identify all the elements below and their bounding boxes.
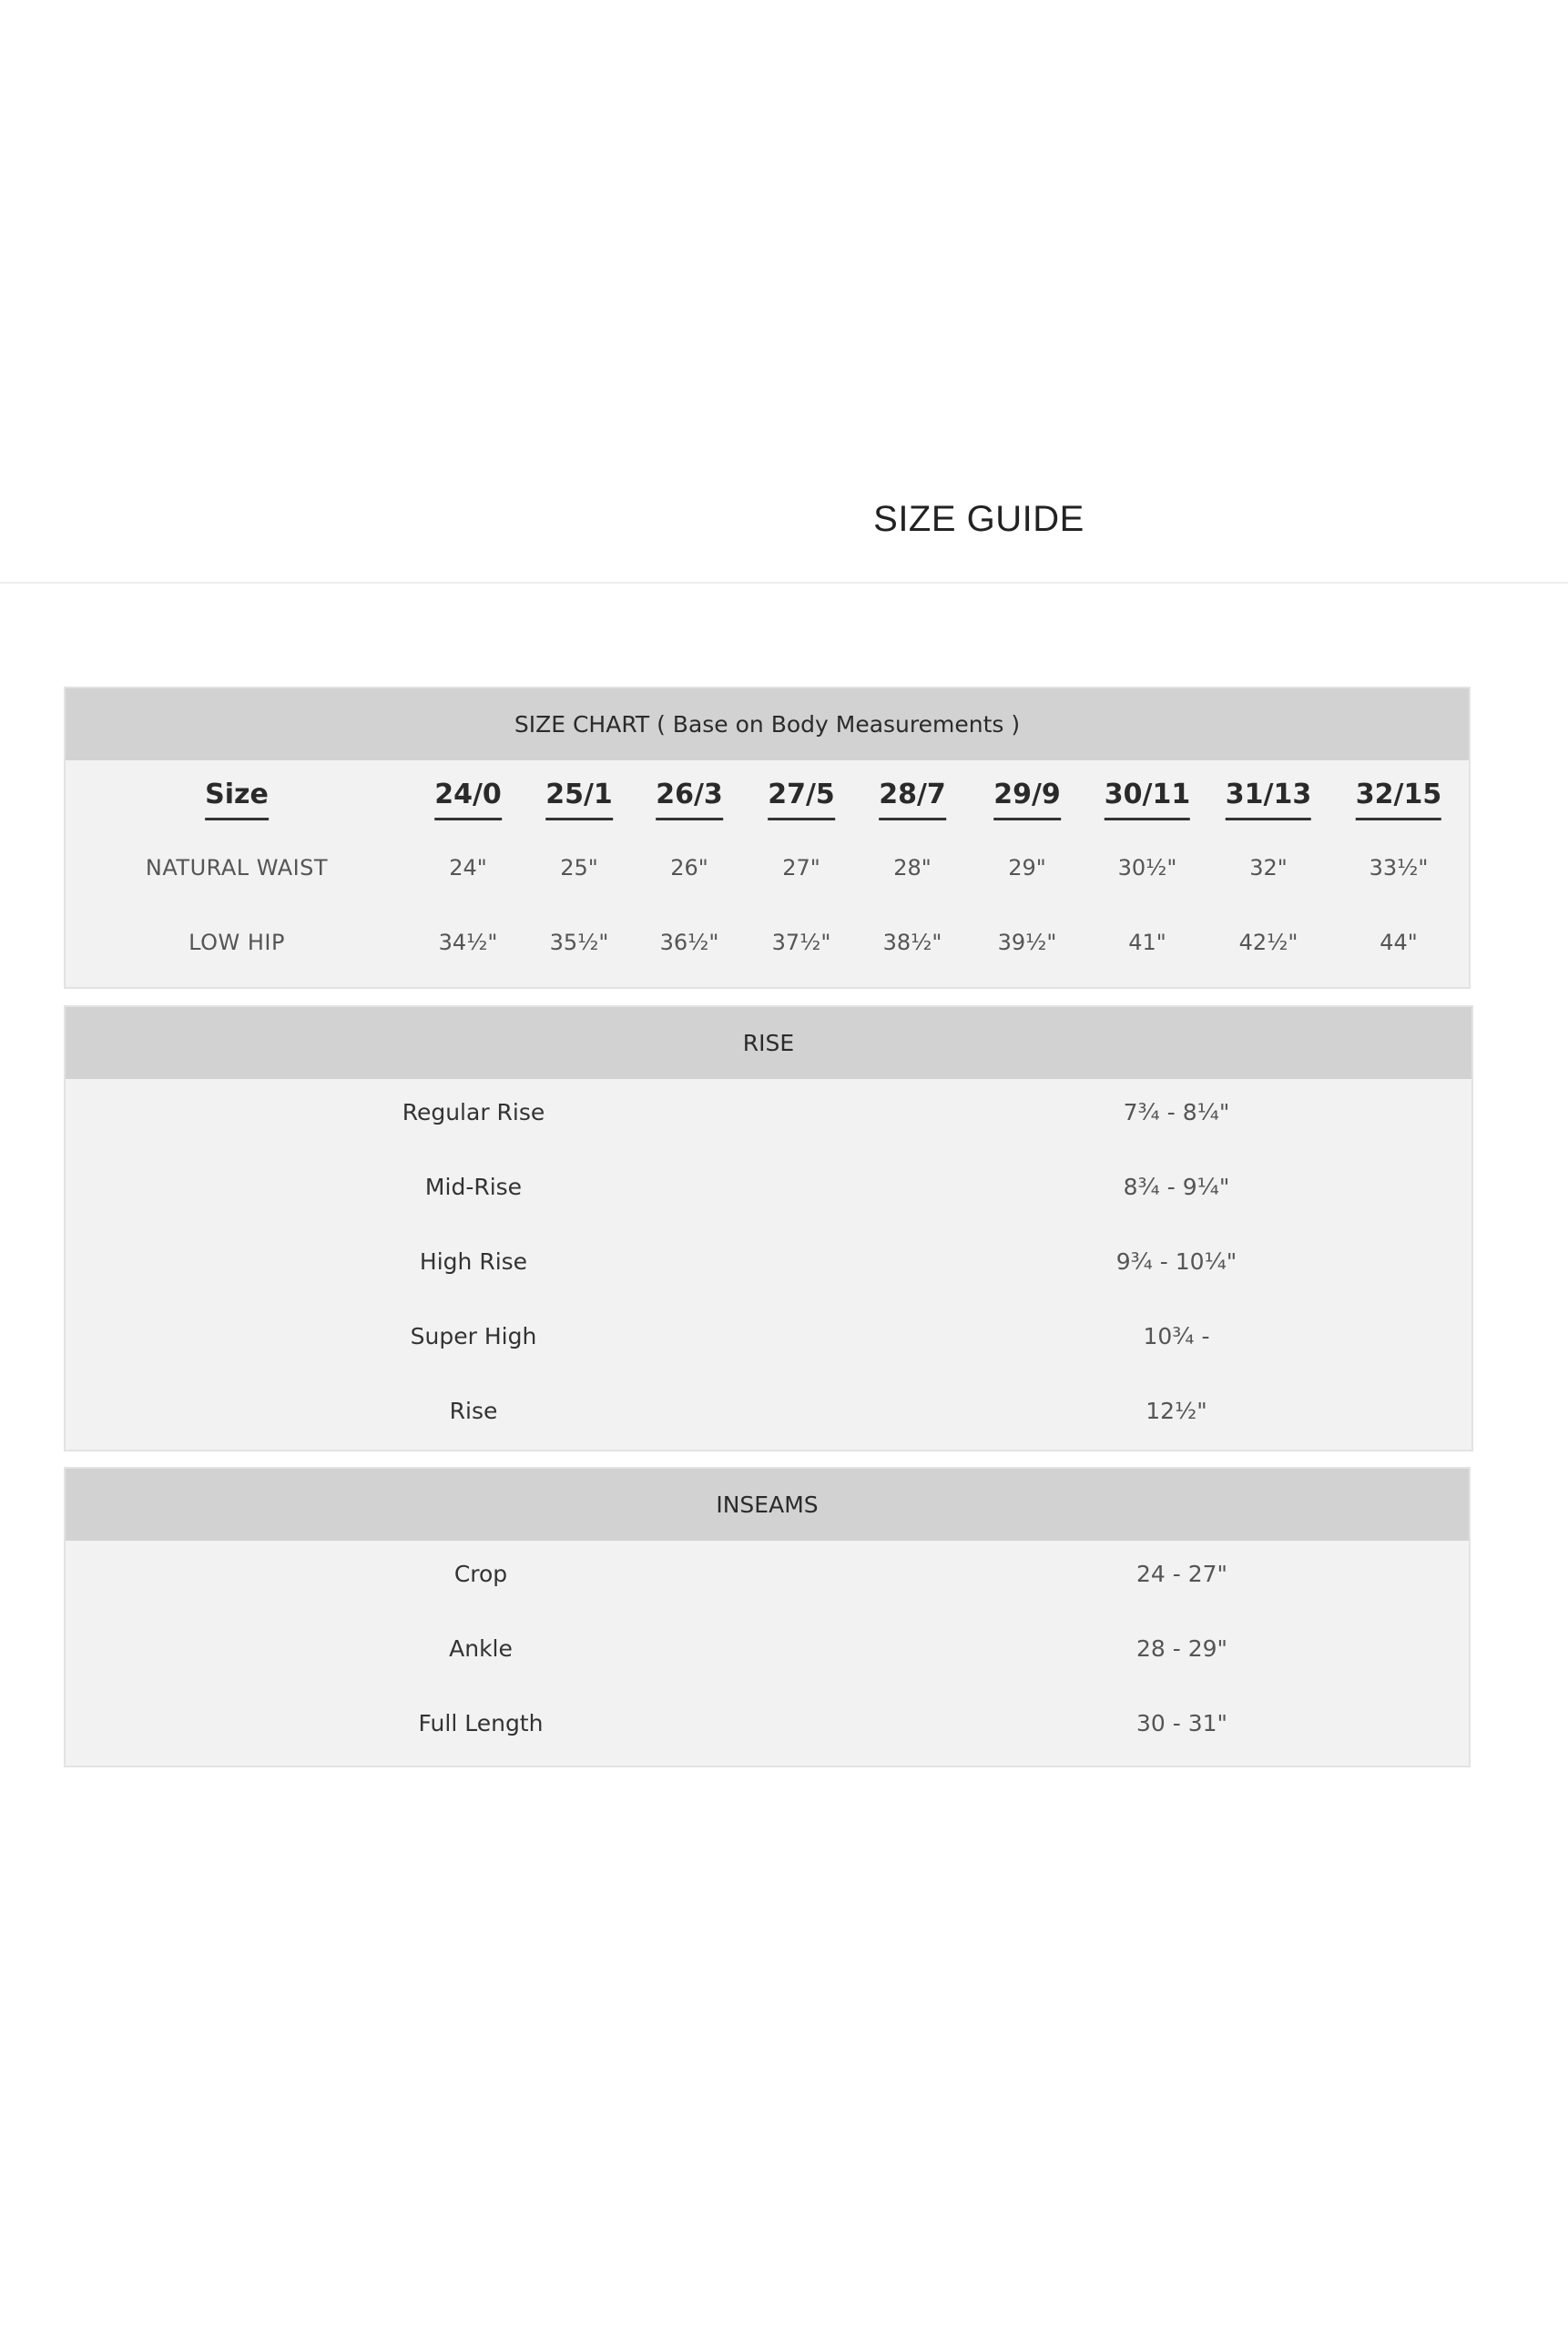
column-header: 31/13 — [1226, 779, 1311, 820]
table-cell: 35½" — [549, 930, 609, 955]
row-label: Super High — [410, 1323, 537, 1349]
size-chart-table — [64, 687, 1471, 989]
table-cell: 42½" — [1238, 930, 1298, 955]
column-header: 26/3 — [656, 779, 723, 820]
row-value: 9¾ - 10¼" — [1115, 1248, 1237, 1275]
column-header: 32/15 — [1356, 779, 1441, 820]
row-label: Rise — [449, 1398, 498, 1424]
table-row — [66, 1615, 1469, 1690]
table-cell: 29" — [1008, 855, 1046, 881]
row-value: 24 - 27" — [1135, 1561, 1228, 1587]
table-cell: 36½" — [659, 930, 719, 955]
table-cell: 37½" — [771, 930, 831, 955]
column-header: 30/11 — [1105, 779, 1190, 820]
table-cell: 39½" — [997, 930, 1057, 955]
column-header: 24/0 — [434, 779, 502, 820]
row-value: 8¾ - 9¼" — [1123, 1174, 1230, 1200]
table-cell: 27" — [782, 855, 820, 881]
row-value: 12½" — [1145, 1398, 1207, 1424]
table-cell: 32" — [1249, 855, 1288, 881]
table-row — [66, 1690, 1469, 1765]
size-chart-header: SIZE CHART ( Base on Body Measurements ) — [66, 688, 1469, 760]
title-area — [0, 0, 1568, 583]
row-value: 7¾ - 8¼" — [1123, 1099, 1230, 1125]
table-row — [66, 1378, 1471, 1452]
row-value: 28 - 29" — [1135, 1635, 1228, 1662]
header-divider — [0, 582, 1568, 584]
table-cell: 41" — [1128, 930, 1166, 955]
size-header-row — [66, 760, 1469, 835]
table-row — [66, 1154, 1471, 1228]
table-row — [66, 1228, 1471, 1303]
row-value: 10¾ - — [1143, 1323, 1210, 1349]
table-cell: 38½" — [882, 930, 942, 955]
row-label: Regular Rise — [402, 1099, 545, 1125]
column-header: 28/7 — [879, 779, 946, 820]
inseams-header: INSEAMS — [66, 1469, 1469, 1541]
row-label: Ankle — [449, 1635, 513, 1662]
table-cell: 33½" — [1369, 855, 1429, 881]
table-cell: 34½" — [438, 930, 498, 955]
column-header: 27/5 — [768, 779, 835, 820]
table-row — [66, 835, 1469, 910]
row-label: Mid-Rise — [424, 1174, 523, 1200]
inseams-table — [64, 1467, 1471, 1767]
page-title: SIZE GUIDE — [873, 499, 1084, 539]
row-label: NATURAL WAIST — [145, 855, 329, 881]
row-label: Full Length — [418, 1710, 544, 1736]
table-row — [66, 910, 1469, 984]
row-label: High Rise — [419, 1248, 528, 1275]
row-value: 30 - 31" — [1135, 1710, 1228, 1736]
column-header: 25/1 — [545, 779, 613, 820]
table-cell: 24" — [449, 855, 487, 881]
row-label: Crop — [453, 1561, 508, 1587]
table-cell: 28" — [893, 855, 932, 881]
table-cell: 25" — [560, 855, 598, 881]
rise-table — [64, 1005, 1473, 1451]
table-row — [66, 1541, 1469, 1615]
column-header: 29/9 — [993, 779, 1061, 820]
table-cell: 30½" — [1117, 855, 1177, 881]
table-row — [66, 1079, 1471, 1154]
row-label: LOW HIP — [188, 930, 285, 955]
table-cell: 26" — [670, 855, 708, 881]
table-cell: 44" — [1380, 930, 1418, 955]
table-row — [66, 1303, 1471, 1378]
rise-header: RISE — [66, 1007, 1471, 1079]
column-header: Size — [205, 779, 269, 820]
